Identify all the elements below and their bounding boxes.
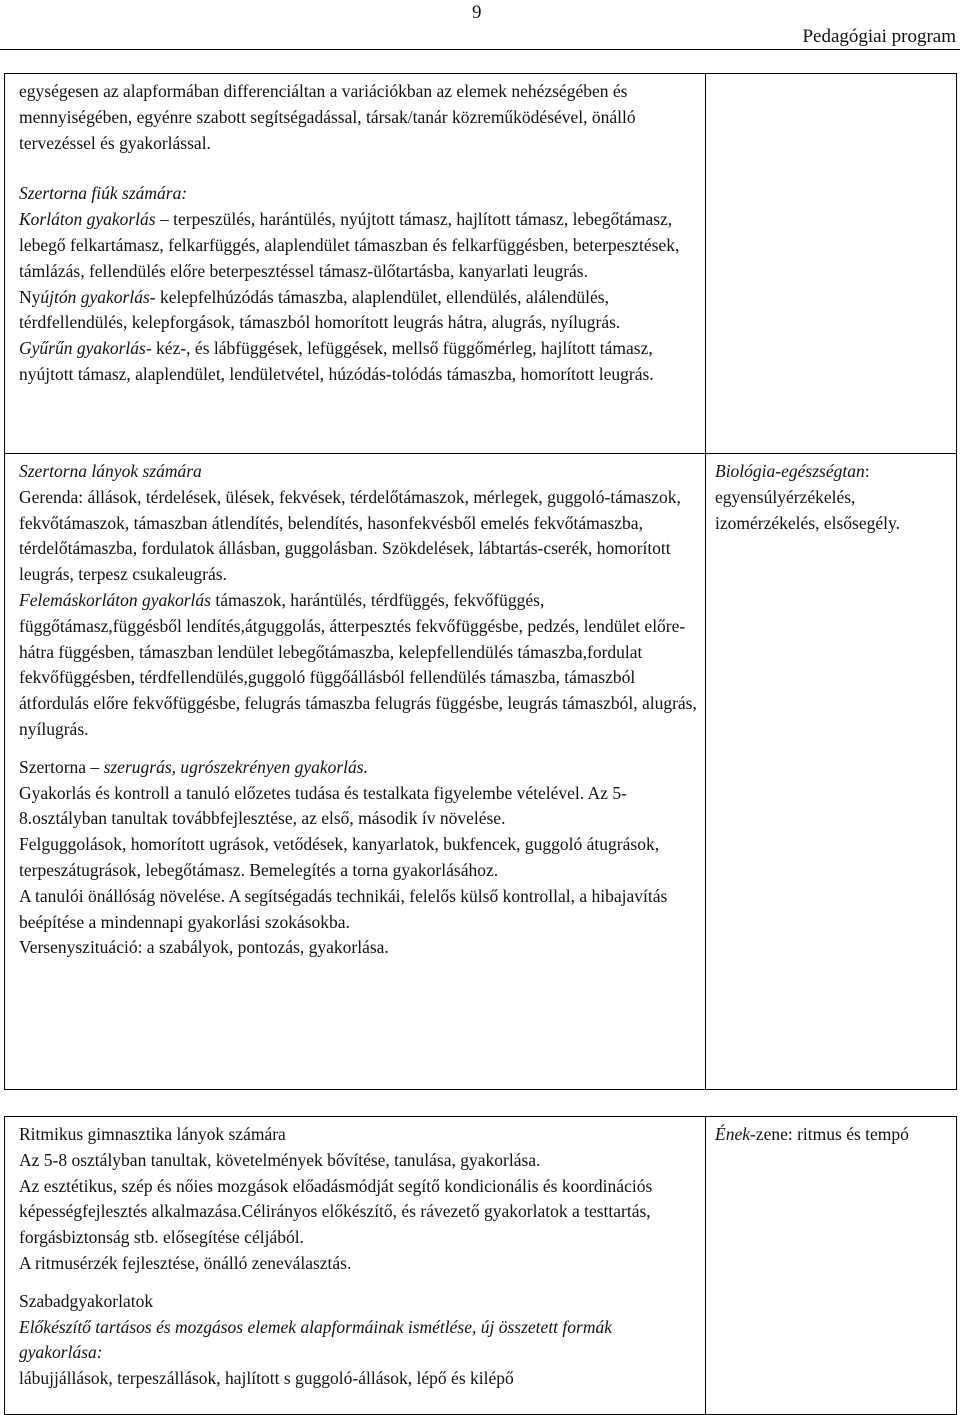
- free-exercises-heading: Szabadgyakorlatok: [19, 1290, 154, 1311]
- vault-heading: [19, 755, 697, 781]
- free-exercises-text: lábujjállások, terpeszállások, hajlított s guggoló-állások, lépő és kilépő: [19, 1368, 514, 1389]
- girls-gerenda-paragraph: Gerenda: állások, térdelések, ülések, fekvések, térdelőtámaszok, mérlegek, guggoló-támaszok, fekvőtámaszok, támaszban átlendítés, belendítés, hasonfekvésből emelés fekvőtámaszba, térdelőtámaszba, fordulatok állásban, guggolásban. Szökdelések, lábtartás-cserék, homorított leugrás, terpesz csukaleugrás.: [19, 486, 681, 585]
- music-crossref: [715, 1122, 950, 1148]
- table-row: [5, 74, 957, 454]
- boys-nyujto-paragraph: [19, 285, 697, 337]
- felemas-text: támaszok, harántülés, térdfüggés, fekvőfüggés, függőtámasz,függésből lendítés,átguggolás, átterpesztés fekvőfüggésbe, pedzés, lendület előre-hátra függésben, támaszban lendület lebegőtámaszba, kelepfellendülés támaszba,fordulat fekvőfüggésben, térdfellendülés,guggoló függőállásból fellendülés támaszba, támaszból átfordulás előre fekvőfüggésbe, felugrás támaszba felugrás függésbe, leugrás támaszból, alugrás, nyílugrás.: [19, 589, 697, 739]
- free-exercises-label: [19, 1315, 697, 1367]
- crossref-cell: [706, 74, 957, 454]
- girls-felemas-paragraph: [19, 588, 697, 743]
- boys-gyuru-paragraph: [19, 336, 697, 388]
- vault-paragraph-3: A tanulói önállóság növelése. A segítségadás technikái, felelős külső kontrollal, a hibajavítás beépítése a mindennapi gyakorlási szokásokba.: [19, 885, 668, 932]
- content-cell: [5, 454, 706, 1090]
- music-crossref-text: -zene: ritmus és tempó: [749, 1124, 909, 1144]
- korlat-label: Korláton gyakorlás: [19, 209, 156, 230]
- table-row: [5, 454, 957, 1090]
- page-number: 9: [472, 2, 482, 23]
- biology-crossref-label: Biológia-egészségtan: [715, 461, 865, 481]
- crossref-cell: [706, 454, 957, 1090]
- vault-heading-label: szerugrás, ugrószekrényen gyakorlás.: [103, 756, 368, 777]
- boys-korlat-paragraph: [19, 207, 697, 284]
- vault-heading-prefix: Szertorna –: [19, 756, 104, 777]
- gyuru-text: - kéz-, és lábfüggések, lefüggések, mellső függőmérleg, hajlított támasz, nyújtott támasz, alaplendület, lendületvétel, húzódás-tolódás támaszba, homorított leugrás.: [19, 338, 654, 384]
- boys-heading: [19, 181, 697, 207]
- running-header-title: Pedagógiai program: [802, 26, 956, 47]
- boys-heading-text: Szertorna fiúk számára:: [19, 183, 188, 204]
- rhythmic-paragraph-2: Az esztétikus, szép és nőies mozgások előadásmódját segítő kondicionális és koordinációs képességfejlesztés alkalmazása.Célirányos előkészítő, és rávezető gyakorlatok a testtartás, forgásbiztonság stb. elősegítése céljából.: [19, 1175, 653, 1248]
- biology-crossref-text: : egyensúlyérzékelés, izomérzékelés, elsősegély.: [715, 461, 900, 533]
- header-rule: [0, 49, 960, 50]
- vault-paragraph-2: Felguggolások, homorított ugrások, vetődések, kanyarlatok, bukfencek, guggoló átugrások, terpeszátugrások, lebegőtámasz. Bemelegítés a torna gyakorlásához.: [19, 834, 660, 880]
- content-cell: [5, 1117, 706, 1415]
- girls-heading: [19, 459, 697, 485]
- biology-crossref: [715, 459, 950, 536]
- intro-paragraph: egységesen az alapformában differenciáltan a variációkban az elemek nehézségében és mennyiségében, egyénre szabott segítségadással, társak/tanár közreműködésével, önálló tervezéssel és gyakorlással.: [19, 81, 636, 153]
- curriculum-table-upper: [4, 73, 957, 1090]
- nyujto-label-b: újtón gyakorlás: [40, 286, 150, 307]
- korlat-text: – terpeszülés, harántülés, nyújtott támasz, hajlított támasz, lebegőtámasz, lebegő felkartámasz, felkarfüggés, alaplendület támaszban és felkarfüggésben, beterpesztések, támlázás, fellendülés előre beterpesztéssel támasz-ülőtartásba, kanyarlati leugrás.: [19, 209, 680, 281]
- vault-paragraph-1: Gyakorlás és kontroll a tanuló előzetes tudása és testalkata figyelembe vételével. Az 5-8.osztályban tanultak továbbfejlesztése, az első, második ív növelése.: [19, 782, 627, 829]
- crossref-cell: [706, 1117, 957, 1415]
- table-row: [5, 1117, 957, 1415]
- felemas-label: Felemáskorláton gyakorlás: [19, 589, 211, 610]
- girls-heading-text: Szertorna lányok számára: [19, 461, 202, 481]
- curriculum-table-lower: [4, 1116, 957, 1415]
- free-exercises-label-text: Előkészítő tartásos és mozgásos elemek alapformáinak ismétlése, új összetett formák gyakorlása:: [19, 1316, 612, 1363]
- rhythmic-paragraph-1: Az 5-8 osztályban tanultak, követelmények bővítése, tanulása, gyakorlása.: [19, 1149, 541, 1170]
- nyujto-label-a: Ny: [19, 286, 41, 307]
- music-crossref-label: Ének: [715, 1124, 750, 1144]
- rhythmic-paragraph-3: A ritmusérzék fejlesztése, önálló zeneválasztás.: [19, 1252, 352, 1273]
- gyuru-label: Gyűrűn gyakorlás: [19, 338, 146, 359]
- rhythmic-heading: Ritmikus gimnasztika lányok számára: [19, 1124, 286, 1144]
- nyujto-text: - kelepfelhúzódás támaszba, alaplendület, ellendülés, alálendülés, térdfellendülés, kelepforgások, támaszból homorított leugrás hátra, alugrás, nyílugrás.: [19, 286, 621, 333]
- vault-paragraph-4: Versenyszituáció: a szabályok, pontozás, gyakorlása.: [19, 937, 389, 958]
- content-cell: [5, 74, 706, 454]
